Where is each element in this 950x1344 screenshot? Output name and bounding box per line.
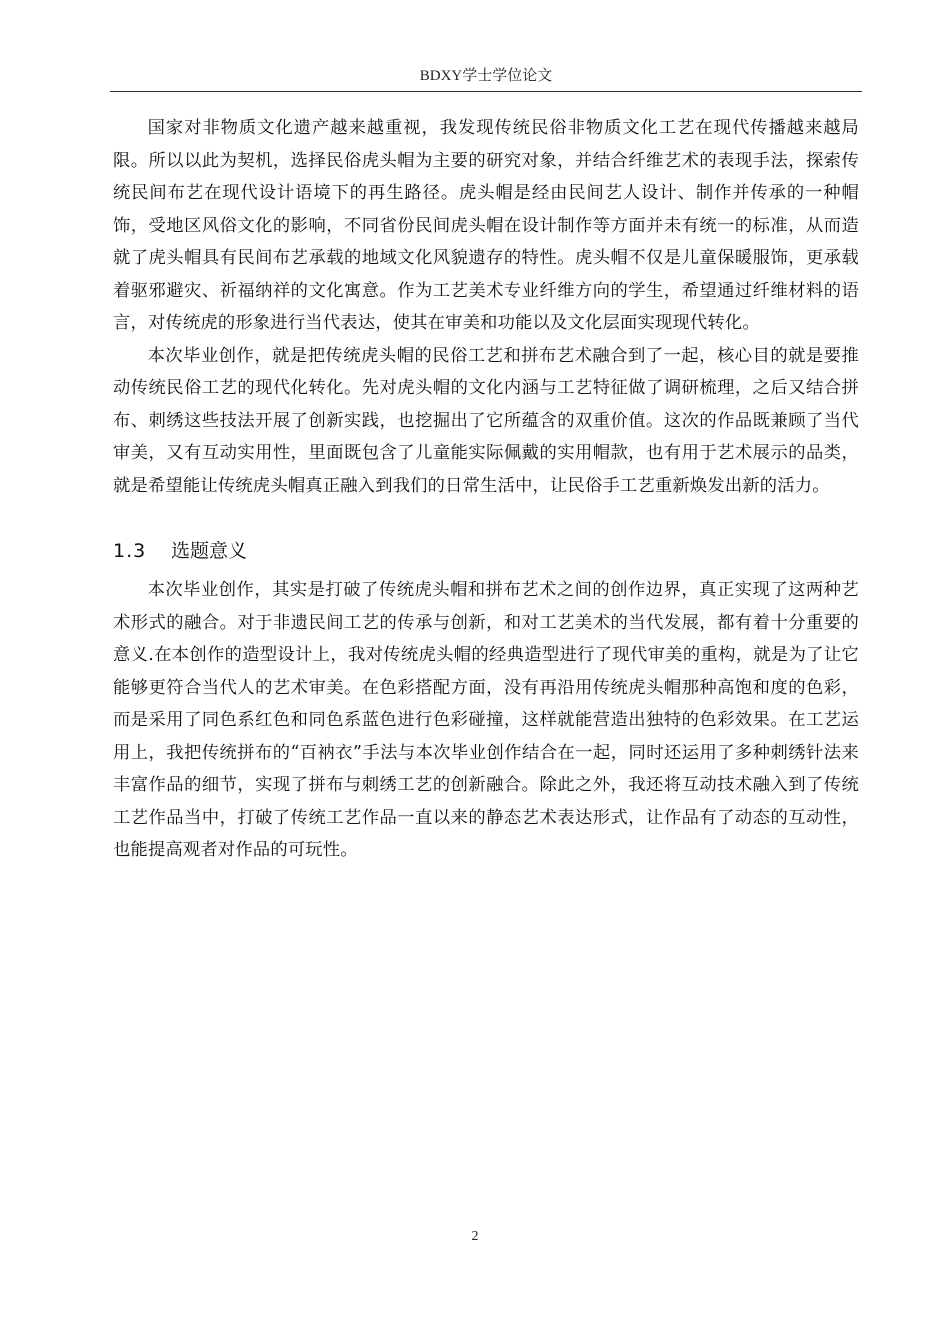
running-header: BDXY学士学位论文 bbox=[419, 68, 553, 84]
body-paragraph: 国家对非物质文化遗产越来越重视，我发现传统民俗非物质文化工艺在现代传播越来越局限。所以以此为契机，选择民俗虎头帽为主要的研究对象，并结合纤维艺术的表现手法，探索传统民间布艺在现代设计语境下的再生路径。虎头帽是经由民间艺人设计、制作并传承的一种帽饰，受地区风俗文化的影响，不同省份民间虎头帽在设计制作等方面并未有统一的标准，从而造就了虎头帽具有民间布艺承载的地域文化风貌遗存的特性。虎头帽不仅是儿童保暖服饰，更承载着驱邪避灾、祈福纳祥的文化寓意。作为工艺美术专业纤维方向的学生，希望通过纤维材料的语言，对传统虎的形象进行当代表达，使其在审美和功能以及文化层面实现现代转化。 bbox=[113, 118, 859, 333]
page-body bbox=[113, 112, 859, 867]
section-title: 选题意义 bbox=[171, 540, 248, 562]
page-number: 2 bbox=[471, 1229, 479, 1244]
section-paragraph: 本次毕业创作，其实是打破了传统虎头帽和拼布艺术之间的创作边界，真正实现了这两种艺术形式的融合。对于非遗民间工艺的传承与创新，和对工艺美术的当代发展，都有着十分重要的意义.在本创作的造型设计上，我对传统虎头帽的经典造型进行了现代审美的重构，就是为了让它能够更符合当代人的艺术审美。在色彩搭配方面，没有再沿用传统虎头帽那种高饱和度的色彩，而是采用了同色系红色和同色系蓝色进行色彩碰撞，这样就能营造出独特的色彩效果。在工艺运用上，我把传统拼布的“百衲衣”手法与本次毕业创作结合在一起，同时还运用了多种刺绣针法来丰富作品的细节，实现了拼布与刺绣工艺的创新融合。除此之外，我还将互动技术融入到了传统工艺作品当中，打破了传统工艺作品一直以来的静态艺术表达形式，让作品有了动态的互动性，也能提高观者对作品的可玩性。 bbox=[113, 580, 859, 860]
section-heading bbox=[113, 536, 859, 566]
section-number: 1.3 bbox=[113, 540, 147, 562]
header-divider bbox=[110, 91, 862, 92]
body-paragraph: 本次毕业创作，就是把传统虎头帽的民俗工艺和拼布艺术融合到了一起，核心目的就是要推动传统民俗工艺的现代化转化。先对虎头帽的文化内涵与工艺特征做了调研梳理，之后又结合拼布、刺绣这些技法开展了创新实践，也挖掘出了它所蕴含的双重价值。这次的作品既兼顾了当代审美，又有互动实用性，里面既包含了儿童能实际佩戴的实用帽款，也有用于艺术展示的品类，就是希望能让传统虎头帽真正融入到我们的日常生活中，让民俗手工艺重新焕发出新的活力。 bbox=[113, 345, 859, 496]
